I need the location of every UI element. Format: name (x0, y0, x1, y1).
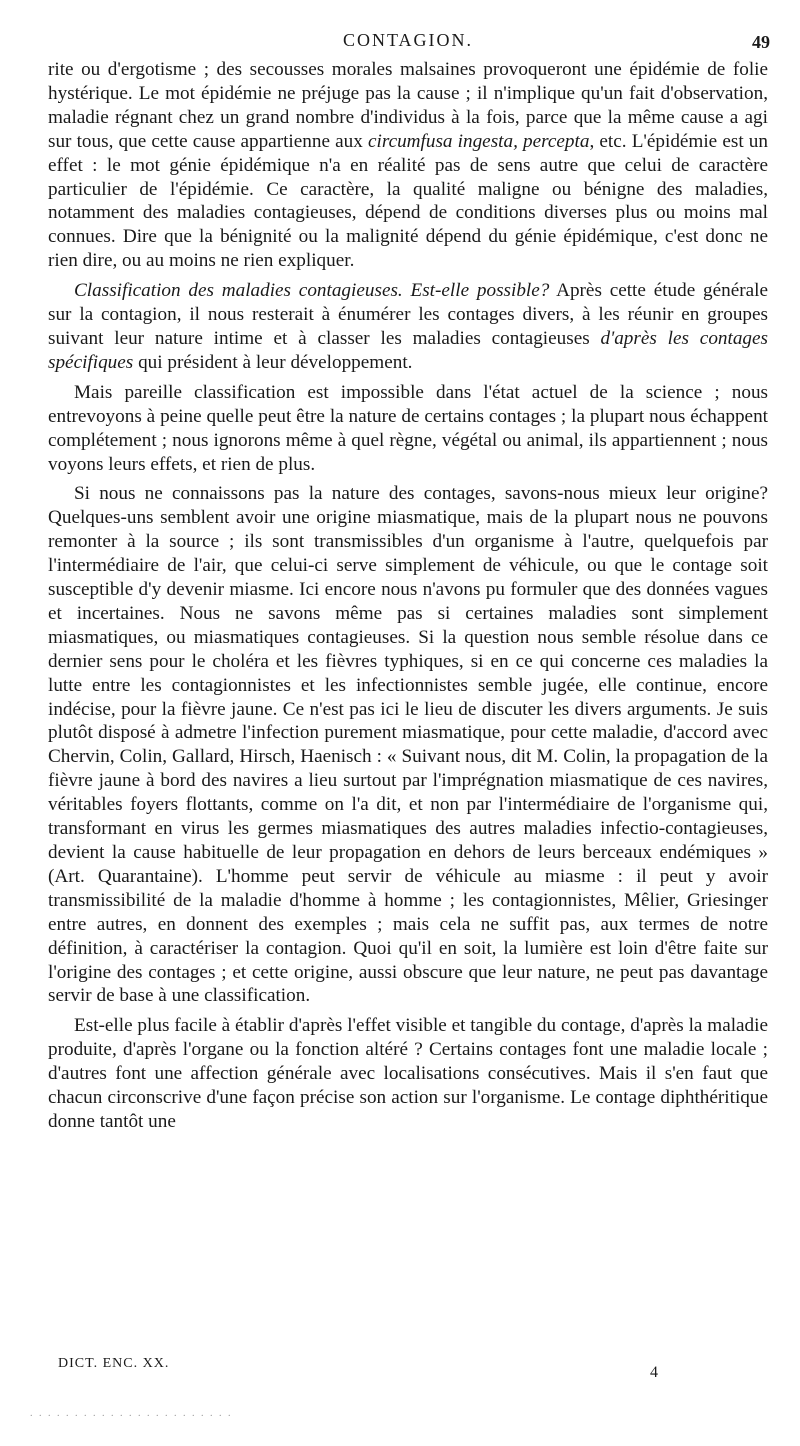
paragraph-2: Classification des maladies contagieuses. Est-elle possible? Après cette étude générale sur la contagion, il nous resterait à énumérer les contages divers, à les réunir en groupes suivant leur nature intime et à classer les maladies contagieuses d'après les contages spécifiques qui président à leur développement. (48, 280, 769, 373)
page-number: 49 (752, 32, 770, 52)
footer-signature: DICT. ENC. XX. (58, 1356, 170, 1371)
body-text (48, 58, 768, 1134)
paragraph-3: Mais pareille classification est impossible dans l'état actuel de la science ; nous entrevoyons à peine quelle peut être la nature de certains contages ; la plupart nous échappent complétement ; nous ignorons même à quel règne, végétal ou animal, ils appartiennent ; nous voyons leurs effets, et rien de plus. (48, 381, 768, 475)
page (48, 28, 768, 1134)
paragraph-4: Si nous ne connaissons pas la nature des contages, savons-nous mieux leur origine? Quelques-uns semblent avoir une origine miasmatique, mais de la plupart nous ne pouvons remonter à la source ; ils sont transmissibles d'un organisme à l'autre, quelquefois par l'intermédiaire de l'air, que celui-ci serve simplement de véhicule, ou que le contage soit susceptible d'y devenir miasme. Ici encore nous n'avons pu formuler que des données vagues et incertaines. Nous ne savons même pas si certaines maladies sont simplement miasmatiques, ou miasmatiques contagieuses. Si la question nous semble résolue dans ce dernier sens pour le choléra et les fièvres typhiques, si en ce qui concerne ces maladies la lutte entre les contagionnistes et les infectionnistes semble jugée, elle continue, encore indécise, pour la fièvre jaune. Ce n'est pas ici le lieu de discuter les divers arguments. Je suis plutôt disposé à admetre l'infection purement miasmatique, pour cette maladie, d'accord avec Chervin, Colin, Gallard, Hirsch, Haenisch : « Suivant nous, dit M. Colin, la propagation de la fièvre jaune à bord des navires a lieu surtout par l'imprégnation miasmatique de ces navires, véritables foyers flottants, comme on l'a dit, et non par l'intermédiaire de l'organisme qui, transformant en virus les germes miasmatiques des autres maladies infectio-contagieuses, devient la cause habituelle de leur propagation en dehors de leurs berceaux endémiques » (Art. Quarantaine). L'homme peut servir de véhicule au miasme : il peut y avoir transmissibilité de la maladie d'homme à homme ; les contagionnistes, Mêlier, Griesinger entre autres, en donnent des exemples ; mais cela ne suffit pas, aux termes de notre définition, à caractériser la contagion. Quoi qu'il en soit, la lumière est loin d'être faite sur l'origine des contages ; et cette origine, aussi obscure que leur nature, ne peut pas davantage servir de base à une classification. (48, 483, 768, 1007)
scan-noise-decoration: . . . . . . . . . . . . . . . . . . . . . . . (30, 1408, 233, 1419)
page-header (48, 28, 768, 58)
paragraph-1: rite ou d'ergotisme ; des secousses morales malsaines provoqueront une épidémie de folie hystérique. Le mot épidémie ne préjuge pas la cause ; il n'implique qu'un fait d'observation, maladie régnant chez un grand nombre d'individus à la fois, parce que la même cause a agi sur tous, que cette cause appartienne aux circumfusa ingesta, percepta, etc. L'épidémie est un effet : le mot génie épidémique n'a en réalité pas de sens autre que celui de caractère particulier de l'épidémie. Ce caractère, la qualité maligne ou bénigne des maladies, notamment des maladies contagieuses, dépend de conditions diverses plus ou moins mal connues. Dire que la bénignité ou la malignité dépend du génie épidémique, c'est donc ne rien dire, ou au moins ne rien expliquer. (48, 59, 768, 272)
footer-sheet-number: 4 (650, 1364, 658, 1381)
running-title: CONTAGION. (342, 30, 474, 50)
paragraph-5: Est-elle plus facile à établir d'après l'effet visible et tangible du contage, d'après la maladie produite, d'après l'organe ou la fonction altéré ? Certains contages font une maladie locale ; d'autres font une affection générale avec localisations consécutives. Mais il s'en faut que chacun circonscrive d'une façon précise son action sur l'organisme. Le contage diphthéritique donne tantôt une (48, 1015, 768, 1132)
